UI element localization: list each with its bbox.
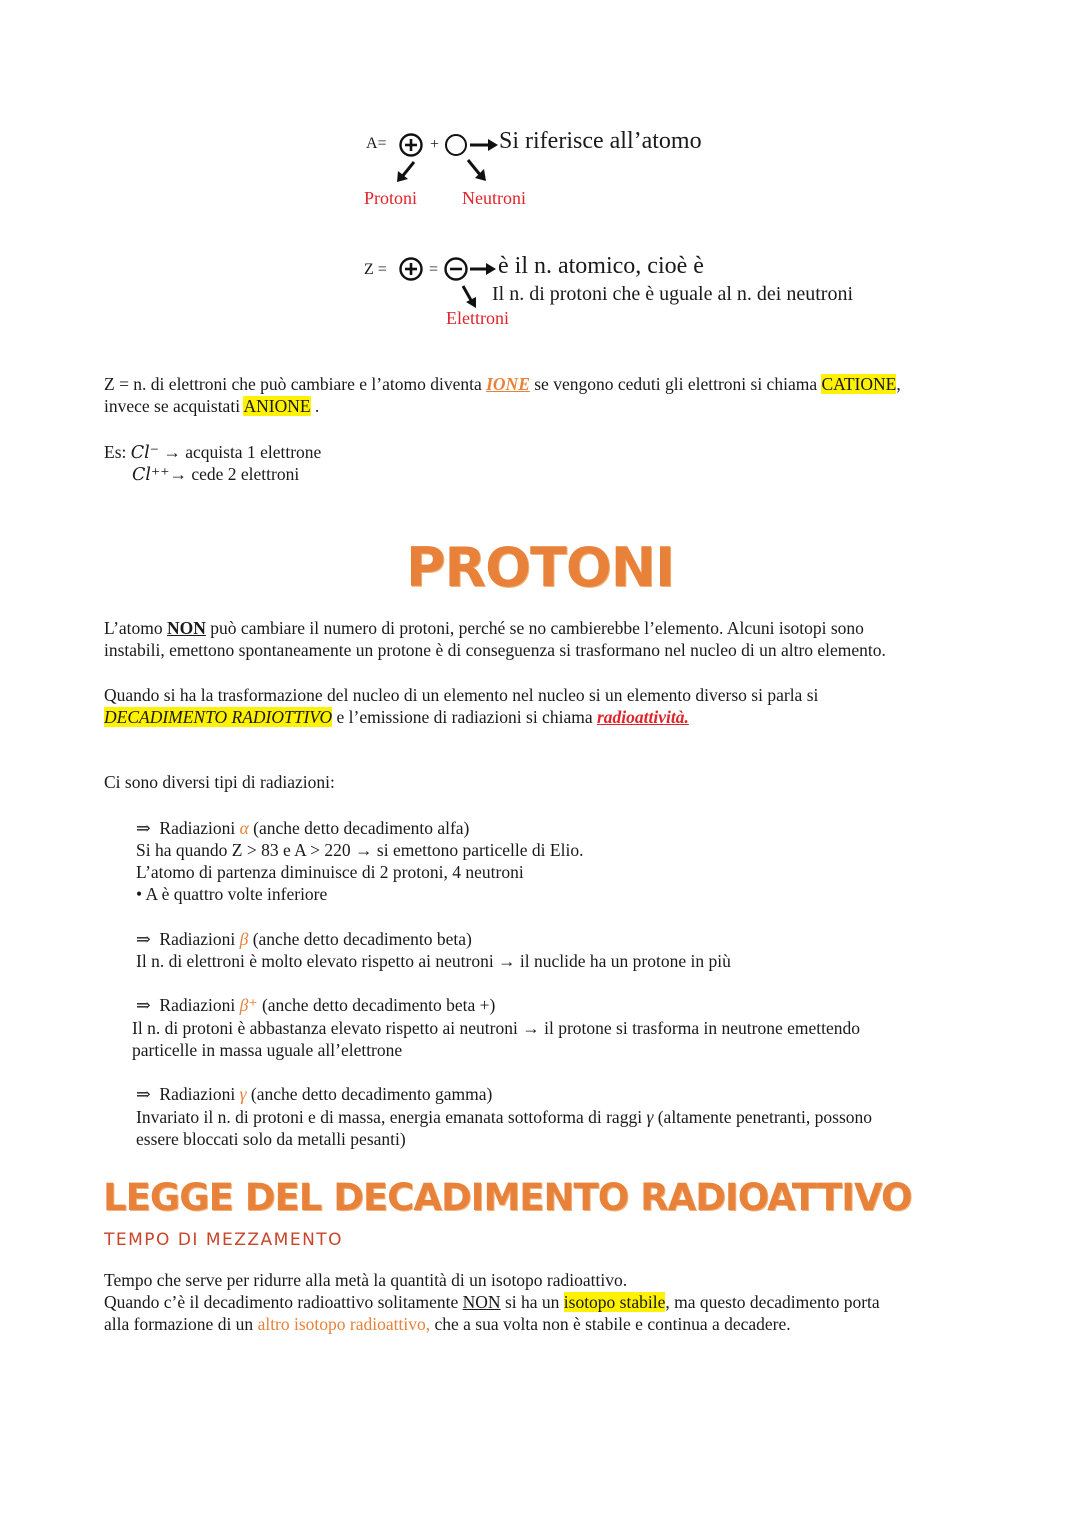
anione-term: ANIONE	[243, 396, 311, 416]
decadimento-term: DECADIMENTO RADIOTTIVO	[104, 707, 333, 727]
minus-circle-icon	[444, 256, 470, 282]
neutral-circle-icon	[444, 133, 470, 157]
arrow-down-left-icon	[396, 160, 418, 184]
gamma-line-2	[136, 1106, 872, 1128]
plus-circle-icon	[398, 132, 424, 158]
legge-line-1: Tempo che serve per ridurre alla metà la quantità di un isotopo radioattivo.	[104, 1270, 628, 1290]
catione-term: CATIONE	[821, 374, 897, 394]
paragraph-text: può cambiare il numero di protoni, perché se no cambierebbe l’elemento. Alcuni isotopi sono	[205, 618, 864, 638]
chlorine-cation-symbol: Cl⁺⁺	[132, 465, 170, 485]
radiation-desc: (anche detto decadimento alfa)	[248, 818, 470, 838]
plus-circle-icon	[398, 256, 424, 282]
neutroni-label: Neutroni	[462, 188, 526, 208]
example-text: → cede 2 elettroni	[169, 464, 300, 484]
paragraph-text: L’atomo	[104, 618, 168, 638]
legge-line-2	[104, 1291, 880, 1313]
protoni-label: Protoni	[364, 188, 418, 208]
a-equals-label: A=	[366, 135, 387, 152]
radiation-desc: (anche detto decadimento beta)	[248, 929, 472, 949]
elettroni-label: Elettroni	[446, 308, 509, 328]
arrow-right-icon	[470, 262, 496, 276]
radiation-text: (altamente penetranti, possono	[653, 1107, 873, 1127]
paragraph-text: alla formazione di un	[104, 1314, 258, 1334]
radioattivita-term: radioattività.	[596, 707, 689, 727]
radiation-desc: (anche detto decadimento gamma)	[246, 1084, 493, 1104]
paragraph-text: , ma questo decadimento porta	[665, 1292, 880, 1312]
intro-text: se vengono ceduti gli elettroni si chiama	[529, 374, 822, 394]
tempo-subtitle: TEMPO DI MEZZAMENTO	[104, 1230, 344, 1250]
protoni-p1-line-2: instabili, emettono spontaneamente un protone è di conseguenza si trasformano nel nucleo di un altro elemento.	[104, 640, 886, 660]
radiation-label: Radiazioni	[159, 995, 240, 1015]
example-1	[104, 441, 321, 464]
chlorine-anion-symbol: Cl⁻	[130, 443, 159, 463]
intro-text: .	[310, 396, 320, 416]
radiation-text: Invariato il n. di protoni e di massa, energia emanata sottoforma di raggi	[136, 1107, 647, 1127]
alpha-line-2: Si ha quando Z > 83 e A > 220 → si emettono particelle di Elio.	[136, 840, 584, 860]
example-2	[132, 463, 299, 486]
radiation-label: Radiazioni	[159, 929, 240, 949]
intro-text: invece se acquistati	[104, 396, 244, 416]
protoni-p1-line-1	[104, 617, 864, 639]
double-arrow-icon: ⇒	[136, 818, 151, 838]
gamma-line-3: essere bloccati solo da metalli pesanti)	[136, 1129, 406, 1149]
intro-text: ,	[896, 374, 901, 394]
intro-line-2	[104, 395, 319, 417]
gamma-inline-symbol: γ	[646, 1107, 654, 1127]
beta-plus-symbol: β⁺	[239, 995, 258, 1015]
non-term: NON	[167, 618, 206, 638]
legge-line-3	[104, 1313, 791, 1335]
arrow-down-right-icon	[466, 158, 490, 184]
intro-line-1	[104, 373, 901, 395]
plus-sign: +	[430, 136, 440, 153]
gamma-heading	[136, 1083, 492, 1105]
non-term: NON	[462, 1292, 501, 1312]
radiation-label: Radiazioni	[159, 1084, 240, 1104]
double-arrow-icon: ⇒	[136, 995, 151, 1015]
protoni-p2-line-2	[104, 706, 689, 728]
paragraph-text: che a sua volta non è stabile e continua a decadere.	[430, 1314, 791, 1334]
equals-sign: =	[429, 261, 439, 278]
gamma-symbol: γ	[239, 1084, 247, 1104]
paragraph-text: e l’emissione di radiazioni si chiama	[332, 707, 597, 727]
radiation-intro: Ci sono diversi tipi di radiazioni:	[104, 772, 335, 792]
radiation-desc: (anche detto decadimento beta +)	[257, 995, 496, 1015]
paragraph-text: Quando c’è il decadimento radioattivo solitamente	[104, 1292, 463, 1312]
example-prefix: Es:	[104, 442, 131, 462]
isotopo-stabile-term: isotopo stabile	[563, 1292, 666, 1312]
beta-plus-line-2: Il n. di protoni è abbastanza elevato rispetto ai neutroni → il protone si trasforma in neutrone emettendo	[132, 1018, 860, 1038]
alpha-heading	[136, 817, 469, 839]
beta-symbol: β	[239, 929, 249, 949]
altro-isotopo-term: altro isotopo radioattivo,	[257, 1314, 431, 1334]
example-text: → acquista 1 elettrone	[158, 442, 322, 462]
beta-plus-heading	[136, 994, 495, 1016]
beta-line-2: Il n. di elettroni è molto elevato rispetto ai neutroni → il nuclide ha un protone in più	[136, 951, 731, 971]
alpha-line-4: • A è quattro volte inferiore	[136, 884, 328, 904]
z-description-2: Il n. di protoni che è uguale al n. dei neutroni	[492, 283, 854, 305]
z-equals-label: Z =	[364, 261, 387, 278]
alpha-line-3: L’atomo di partenza diminuisce di 2 protoni, 4 neutroni	[136, 862, 524, 882]
ione-term: IONE	[486, 374, 530, 394]
radiation-label: Radiazioni	[159, 818, 240, 838]
alpha-symbol: α	[239, 818, 249, 838]
double-arrow-icon: ⇒	[136, 1084, 151, 1104]
protoni-p2-line-1: Quando si ha la trasformazione del nucleo di un elemento nel nucleo si un elemento diverso si parla si	[104, 685, 819, 705]
a-description: Si riferisce all’atomo	[499, 128, 702, 154]
intro-text: Z = n. di elettroni che può cambiare e l’atomo diventa	[104, 374, 487, 394]
beta-plus-line-3: particelle in massa uguale all’elettrone	[132, 1040, 403, 1060]
paragraph-text: si ha un	[500, 1292, 564, 1312]
double-arrow-icon: ⇒	[136, 929, 151, 949]
arrow-down-right-icon	[460, 284, 482, 310]
beta-heading	[136, 928, 472, 950]
legge-title: LEGGE DEL DECADIMENTO RADIOATTIVO	[103, 1176, 912, 1219]
protoni-title: PROTONI	[405, 536, 675, 599]
arrow-right-icon	[470, 138, 498, 152]
z-description: è il n. atomico, cioè è	[498, 253, 704, 279]
